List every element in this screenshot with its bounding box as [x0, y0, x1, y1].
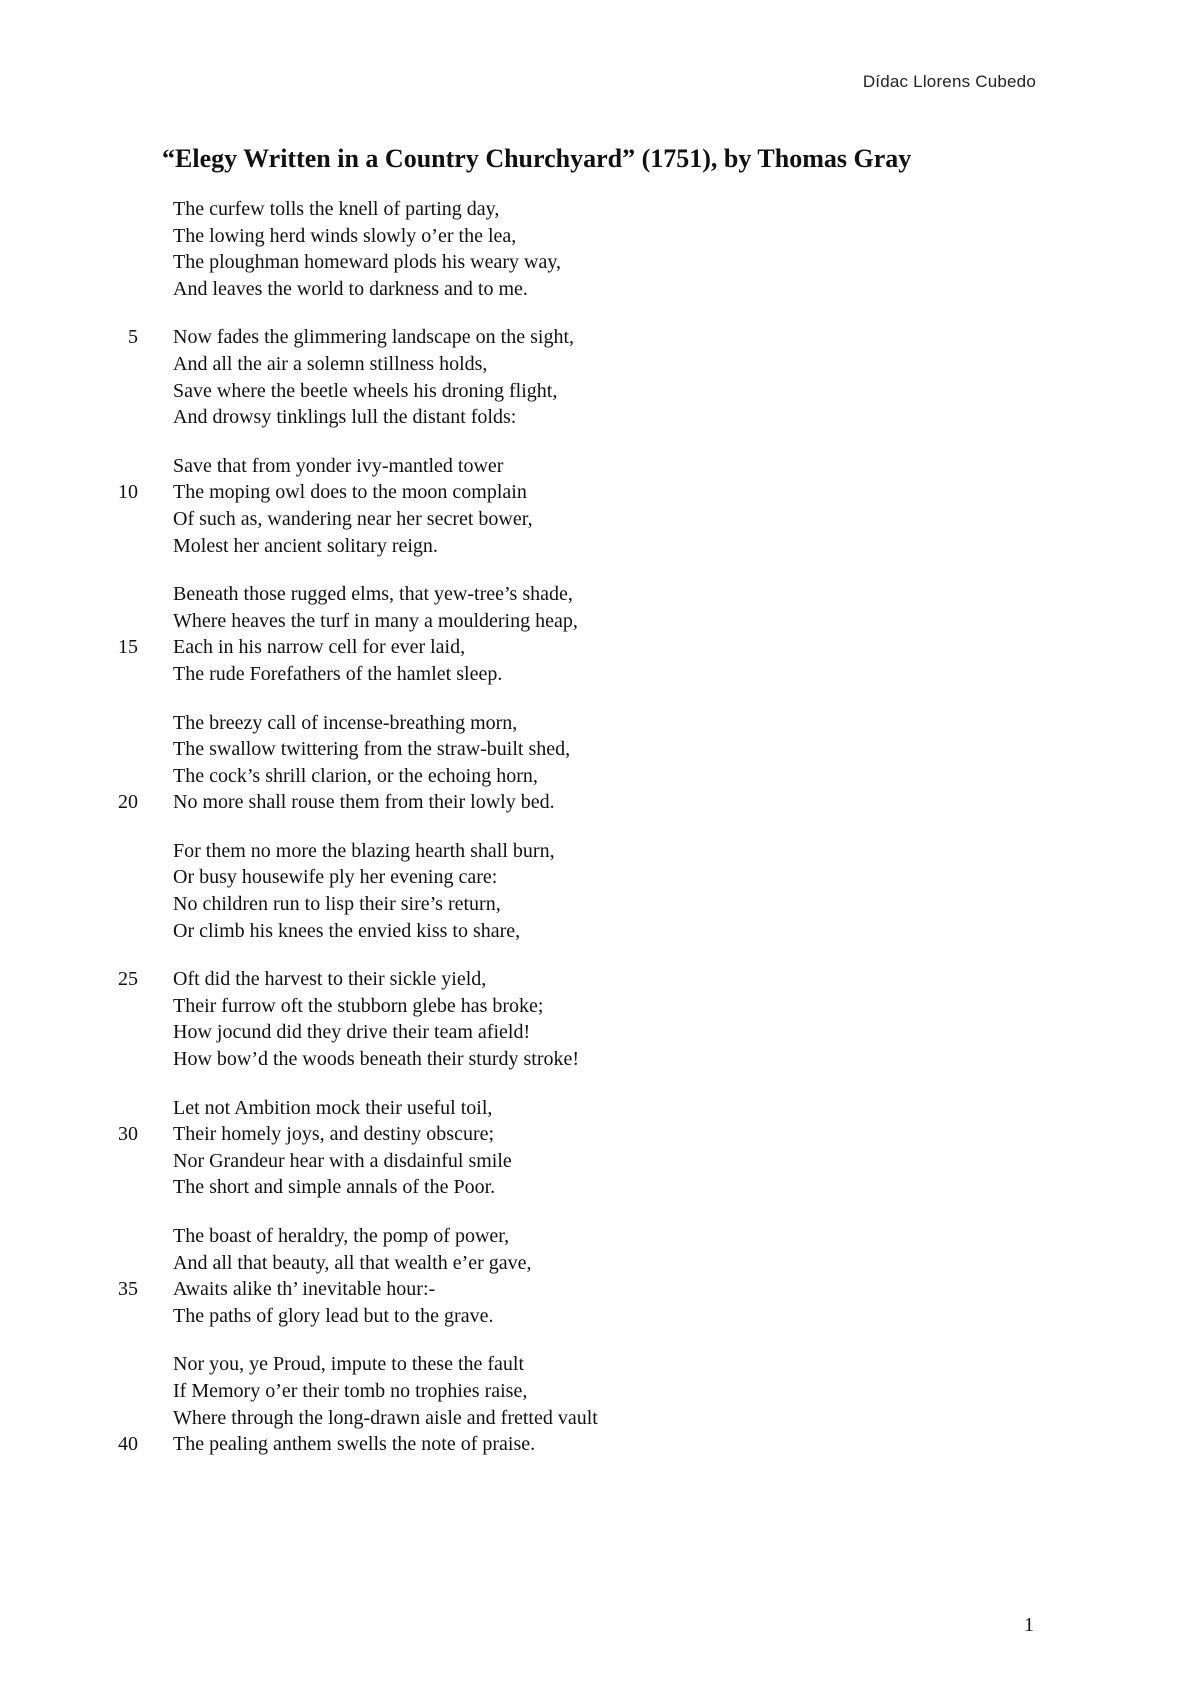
poem-line: [0, 661, 1200, 688]
poem-line: [0, 1431, 1200, 1458]
line-text: And drowsy tinklings lull the distant folds:: [173, 406, 517, 429]
line-text: The boast of heraldry, the pomp of power,: [173, 1225, 510, 1247]
poem-line: [0, 1378, 1200, 1405]
stanza: [0, 196, 1200, 302]
poem-line: [0, 351, 1200, 378]
line-text: No children run to lisp their sire’s return,: [173, 893, 501, 916]
poem-line: [0, 918, 1200, 945]
poem-line: [0, 864, 1200, 891]
line-text: Their homely joys, and destiny obscure;: [173, 1123, 495, 1146]
line-number: 40: [118, 1433, 138, 1456]
poem-line: [0, 1250, 1200, 1277]
poem-line: [0, 891, 1200, 918]
line-text: The lowing herd winds slowly o’er the lea,: [173, 224, 517, 247]
poem-line: [0, 453, 1200, 480]
poem-line: [0, 1046, 1200, 1073]
line-text: How jocund did they drive their team afield!: [173, 1021, 531, 1044]
line-text: No more shall rouse them from their lowly bed.: [173, 791, 555, 814]
line-text: The pealing anthem swells the note of praise.: [173, 1433, 536, 1456]
poem-title: “Elegy Written in a Country Churchyard” (1751), by Thomas Gray: [162, 144, 912, 173]
line-text: Or climb his knees the envied kiss to share,: [173, 919, 521, 942]
stanza: [0, 710, 1200, 816]
stanza: [0, 324, 1200, 430]
line-number: 35: [118, 1278, 138, 1301]
line-text: For them no more the blazing hearth shall burn,: [173, 839, 555, 862]
line-number: 10: [118, 481, 138, 504]
line-text: Where through the long-drawn aisle and fretted vault: [173, 1406, 598, 1429]
line-text: Oft did the harvest to their sickle yield,: [173, 968, 487, 991]
line-text: Now fades the glimmering landscape on the sight,: [173, 326, 575, 349]
stanza: [0, 581, 1200, 687]
line-text: Save that from yonder ivy-mantled tower: [173, 454, 504, 477]
poem-line: [0, 1148, 1200, 1175]
line-number: 5: [128, 326, 138, 349]
line-text: And leaves the world to darkness and to me.: [173, 277, 528, 300]
poem-line: [0, 1174, 1200, 1201]
poem-line: [0, 223, 1200, 250]
poem-line: [0, 736, 1200, 763]
poem-line: [0, 634, 1200, 661]
stanza: [0, 1351, 1200, 1457]
stanza: [0, 1223, 1200, 1329]
poem-line: [0, 581, 1200, 608]
line-text: The cock’s shrill clarion, or the echoing horn,: [173, 764, 538, 787]
line-text: Save where the beetle wheels his droning flight,: [173, 379, 558, 402]
poem-line: [0, 1095, 1200, 1122]
line-text: The short and simple annals of the Poor.: [173, 1176, 496, 1199]
poem-line: [0, 506, 1200, 533]
poem-line: [0, 1351, 1200, 1378]
stanza: [0, 966, 1200, 1072]
line-text: Each in his narrow cell for ever laid,: [173, 636, 466, 659]
line-text: The breezy call of incense-breathing morn,: [173, 711, 518, 734]
line-text: And all the air a solemn stillness holds,: [173, 352, 488, 375]
poem-line: [0, 838, 1200, 865]
stanza: [0, 1095, 1200, 1201]
line-text: And all that beauty, all that wealth e’er gave,: [173, 1251, 532, 1274]
poem-line: [0, 196, 1200, 223]
poem-line: [0, 479, 1200, 506]
line-text: Of such as, wandering near her secret bower,: [173, 507, 533, 530]
line-number: 20: [118, 791, 138, 814]
page-number: 1: [1024, 1614, 1034, 1636]
line-text: Nor you, ye Proud, impute to these the fault: [173, 1353, 525, 1376]
line-text: The ploughman homeward plods his weary way,: [173, 251, 562, 274]
line-text: Nor Grandeur hear with a disdainful smile: [173, 1149, 512, 1172]
line-text: How bow’d the woods beneath their sturdy stroke!: [173, 1048, 580, 1071]
line-text: Awaits alike th’ inevitable hour:-: [173, 1278, 436, 1301]
poem-line: [0, 993, 1200, 1020]
poem-line: [0, 1223, 1200, 1250]
line-text: Let not Ambition mock their useful toil,: [173, 1096, 493, 1119]
line-text: The rude Forefathers of the hamlet sleep.: [173, 662, 503, 685]
line-number: 15: [118, 636, 138, 659]
poem-line: [0, 324, 1200, 351]
stanza: [0, 453, 1200, 559]
poem-line: [0, 276, 1200, 303]
poem-line: [0, 608, 1200, 635]
line-text: Molest her ancient solitary reign.: [173, 534, 438, 557]
line-text: Where heaves the turf in many a mouldering heap,: [173, 609, 578, 632]
poem-line: [0, 1405, 1200, 1432]
line-text: Beneath those rugged elms, that yew-tree’s shade,: [173, 583, 573, 606]
poem-line: [0, 404, 1200, 431]
stanza: [0, 838, 1200, 944]
line-number: 30: [118, 1123, 138, 1146]
poem-line: [0, 533, 1200, 560]
line-text: Their furrow oft the stubborn glebe has broke;: [173, 994, 544, 1017]
line-text: The curfew tolls the knell of parting day,: [173, 198, 500, 220]
line-number: 25: [118, 968, 138, 991]
line-text: Or busy housewife ply her evening care:: [173, 866, 498, 889]
line-text: The paths of glory lead but to the grave.: [173, 1304, 494, 1327]
poem-line: [0, 763, 1200, 790]
line-text: The moping owl does to the moon complain: [173, 481, 527, 504]
poem-line: [0, 966, 1200, 993]
running-header-author: Dídac Llorens Cubedo: [862, 72, 1036, 91]
poem-line: [0, 1276, 1200, 1303]
poem-line: [0, 710, 1200, 737]
poem-line: [0, 1019, 1200, 1046]
poem-line: [0, 378, 1200, 405]
poem-line: [0, 1303, 1200, 1330]
line-text: If Memory o’er their tomb no trophies raise,: [173, 1379, 528, 1402]
line-text: The swallow twittering from the straw-built shed,: [173, 738, 571, 761]
poem-body: [0, 196, 1200, 1480]
poem-line: [0, 789, 1200, 816]
poem-line: [0, 249, 1200, 276]
poem-line: [0, 1121, 1200, 1148]
